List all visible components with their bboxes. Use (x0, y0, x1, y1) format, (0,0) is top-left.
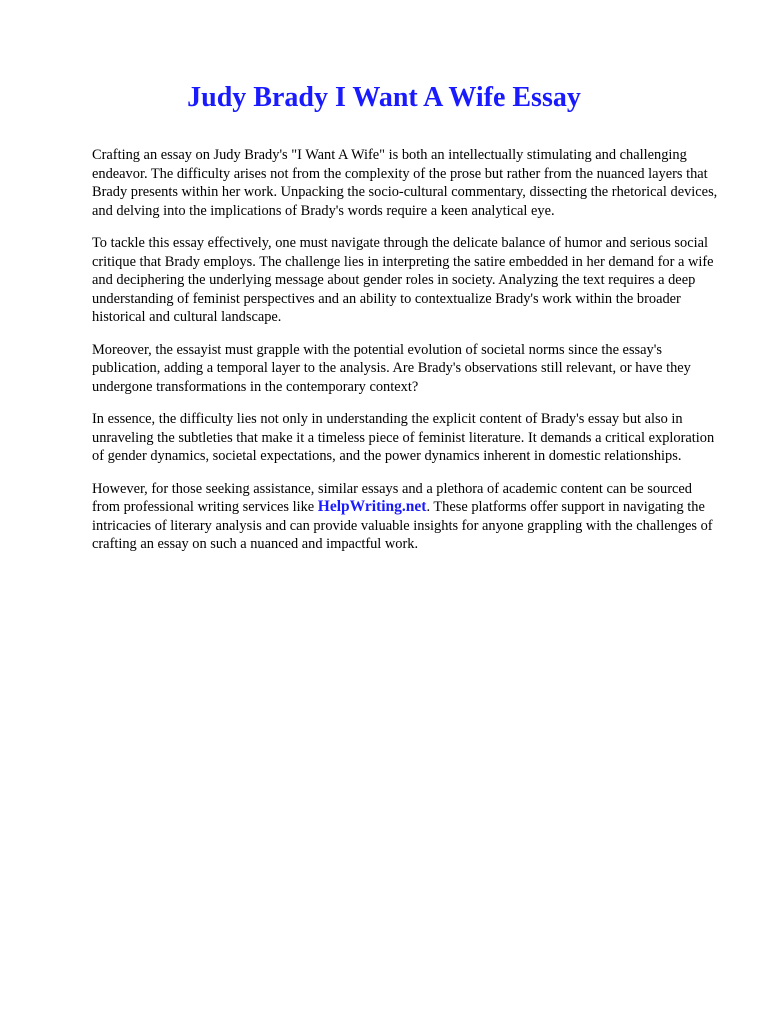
paragraph-4: In essence, the difficulty lies not only in understanding the explicit content of Brady's essay but also in unraveling the subtleties that make it a timeless piece of feminist literature. It demands a critical exploration of gender dynamics, societal expectations, and the power dynamics inherent in domestic relationships. (92, 411, 715, 464)
document-body (92, 146, 722, 568)
paragraph-3: Moreover, the essayist must grapple with the potential evolution of societal norms since the essay's publication, adding a temporal layer to the analysis. Are Brady's observations still relevant, or have they undergone transformations in the contemporary context? (92, 341, 691, 395)
paragraph-2: To tackle this essay effectively, one must navigate through the delicate balance of humor and serious social critique that Brady employs. The challenge lies in interpreting the satire embedded in her demand for a wife and deciphering the underlying message about gender roles in society. Analyzing the text requires a deep understanding of feminist perspectives and an ability to contextualize Brady's work within the broader historical and cultural landscape. (92, 235, 714, 325)
paragraph-1: Crafting an essay on Judy Brady's "I Want A Wife" is both an intellectually stimulating and challenging endeavor. The difficulty arises not from the complexity of the prose but rather from the nuanced layers that Brady presents within her work. Unpacking the socio-cultural commentary, dissecting the rhetorical devices, and delving into the implications of Brady's words require a keen analytical eye. (92, 147, 718, 219)
helpwriting-link[interactable]: HelpWriting.net (317, 498, 427, 515)
paragraph-5 (92, 480, 722, 554)
paragraph-5-before-link: However, for those seeking assistance, similar essays and a plethora of academic content can be sourced from professional writing services like (92, 480, 693, 515)
document-title: Judy Brady I Want A Wife Essay (187, 82, 581, 113)
paragraph-5-after-link: . These platforms offer support in navigating the intricacies of literary analysis and can provide valuable insights for anyone grappling with the challenges of crafting an essay on such a nuanced and impactful work. (92, 499, 713, 552)
